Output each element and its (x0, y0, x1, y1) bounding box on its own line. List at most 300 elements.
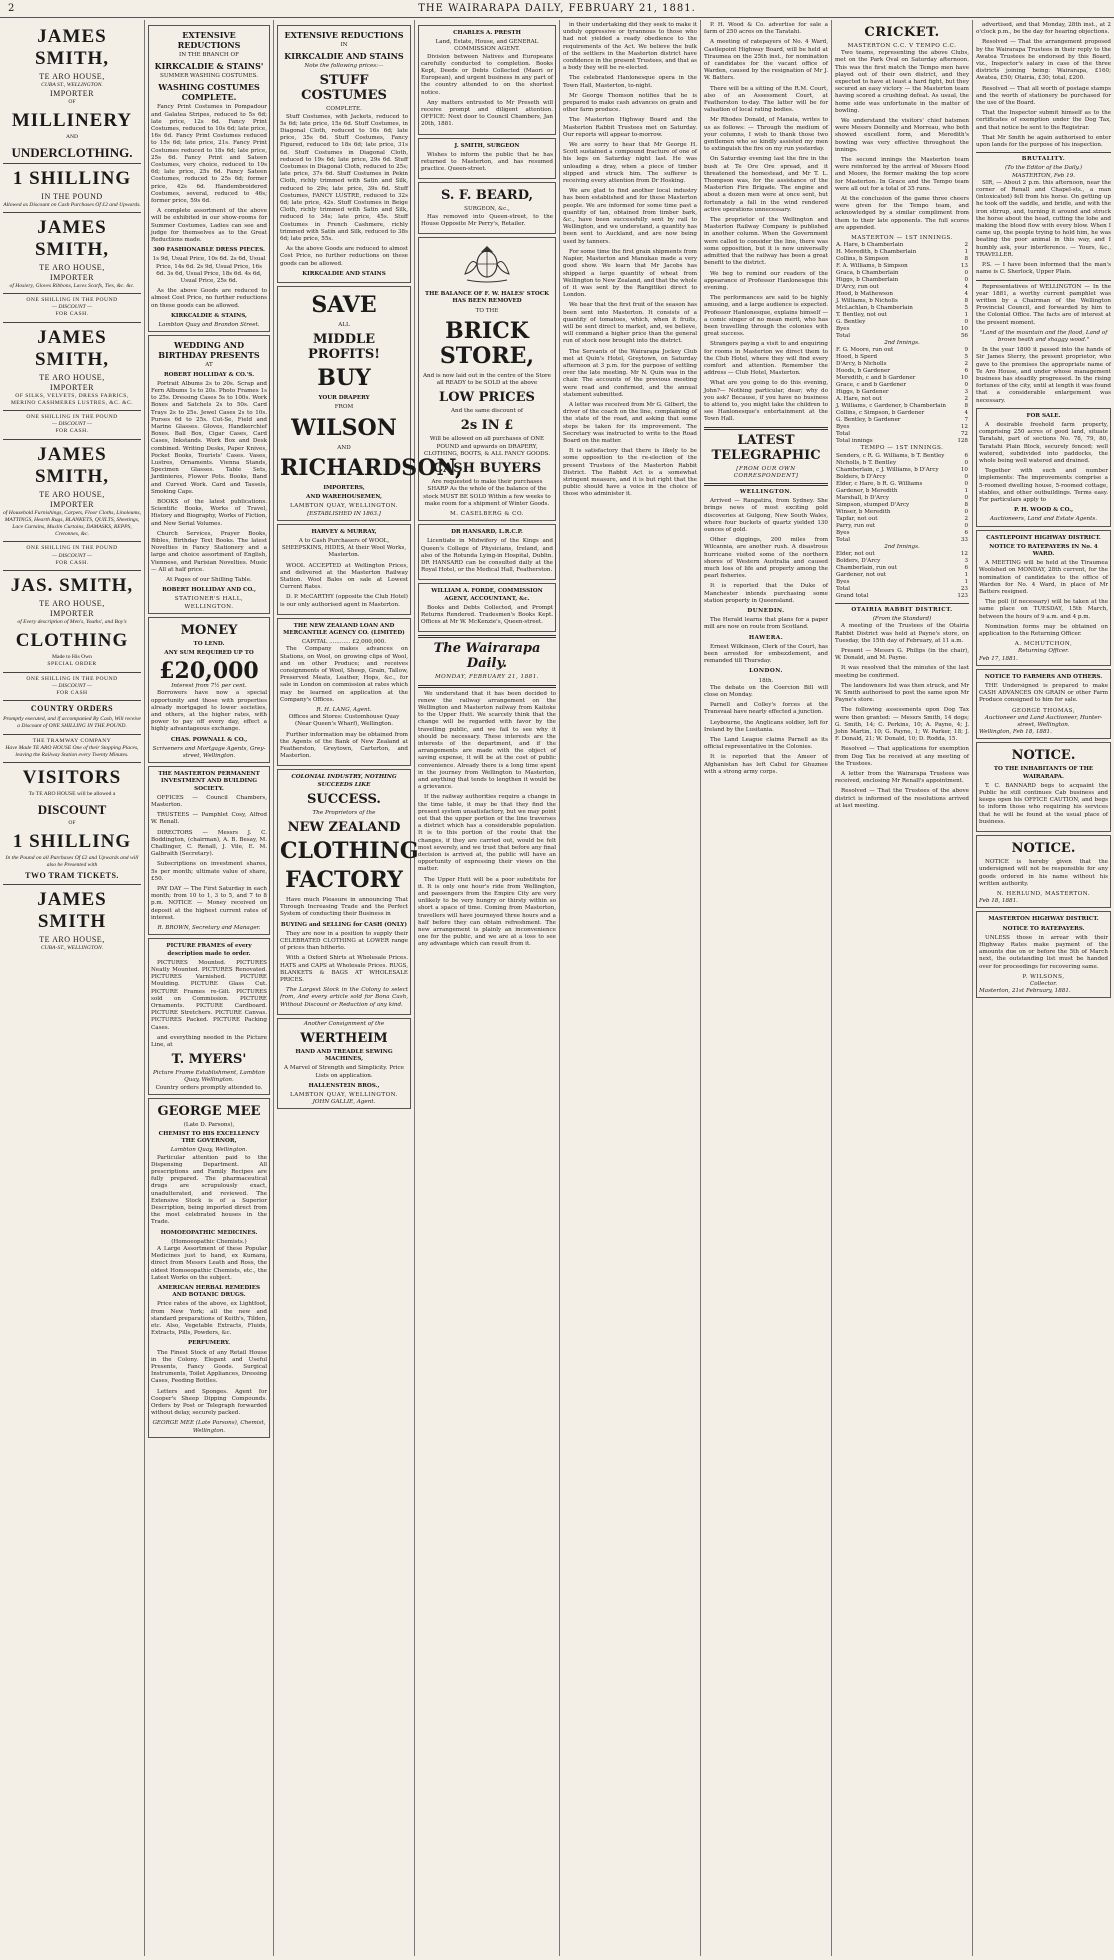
ad-millinery-heading: MILLINERY (11, 110, 133, 132)
ad-body: 1s 9d, Usual Price, 10s 6d. 2s 6d, Usual Price, 14s 6d. 2s 9d, Usual Price, 16s 6d. 3s 6d, Usual Price, 18s 6d. 4s 6d, Usual Price, 25s 6d. (152, 256, 266, 285)
ad-sub: TO THE (475, 307, 499, 314)
news-paragraph: The landowners list was then struck, and Mr W. Smith authorised to post the same upon Mr Payne's store. (835, 682, 969, 704)
paper-title: The Wairarapa Daily. (433, 641, 541, 672)
ad-sub: SUMMER WASHING COSTUMES. (159, 73, 258, 80)
score-player: Higgs, b Chamberlain (836, 277, 899, 284)
news-paragraph: A meeting of ratepayers of No. 4 Ward, Castlepoint Highway Board, will be held at Tiraumea on the 25th inst., for nomination of candidates for the vacant office of Warden, caused by the resignation of Mr J. W. Batters. (704, 39, 828, 82)
ad-brick-store (418, 237, 556, 521)
score-runs: 0 (964, 494, 968, 501)
ad-body: A desirable freehold farm property, comprising 250 acres of good land, situate Taratahi, part of sections No. 78, 79, 80, Taratahi Plain Block, securely fenced; well watered, subdivided into paddocks, the whole being well watered and drained. (979, 421, 1108, 464)
ad-heading: CASTLEPOINT HIGHWAY DISTRICT. (986, 534, 1101, 541)
ad-body: Together with such and number implements: The improvements comprise a 5-roomed dwelling house, 5-roomed cottage, stables, and other outbuildings. Terms easy. For particulars apply to (979, 468, 1108, 503)
ad-body: Further information may be obtained from the Agents of the Bank of New Zealand at Featherston, Greytown, Carterton, and Masterton. (280, 731, 408, 760)
score-runs: 10 (960, 466, 968, 473)
news-paragraph: Mr George Thomson notifies that he is prepared to make cash advances on grain and other farm produce. (563, 92, 697, 114)
ad-body: UNLESS those in arrear with their Highway Rates make payment of the amounts due on or before the 5th of March next, the outstanding list must be handed over for proceedings for recovering same. (979, 934, 1108, 970)
news-paragraph: Present — Messrs G. Philips (in the chair), W. Donald, and M. Payne. (835, 647, 969, 662)
score-runs: 72 (960, 431, 968, 438)
score-player: F. G. Moore, run out (836, 347, 894, 354)
ad-sub: Land, Estate, House, and GENERAL COMMISSION AGENT. (435, 39, 539, 53)
ad-pound: In the Pound on all Purchases Of £2 and Upwards and will also be Presented with (5, 854, 139, 868)
score-runs: 8 (964, 403, 968, 410)
news-paragraph: Resolved — That all worth of postage stamps and the worth of stationery be purchased for the use of the Board. (976, 85, 1111, 107)
ad-date: Masterton, 21st February, 1881. (979, 988, 1071, 995)
score-player: Bolders, b D'Arcy (836, 473, 886, 480)
ad-sub: AND WAREHOUSEMEN, (306, 494, 382, 501)
score-player: Byes (836, 578, 850, 585)
news-paragraph: P. H. Wood & Co. advertise for sale a farm of 250 acres on the Taratahi. (704, 22, 828, 36)
news-paragraph: The Servants of the Wairarapa Jockey Club met at Quin's Hotel, Greytown, on Saturday afternoon at 3 p.m. for the purpose of settling over the late meeting. Mr N. Quin was in the chair. The accounts of the previous meeting were read and confirmed, and the annual statement submitted. (563, 348, 697, 398)
news-paragraph: Two teams, representing the above Clubs, met on the Park Oval on Saturday afternoon. This was the first match the Tempo men have played out of their own district, and they expected to have at least a hard fight, but they secured an easy victory — the Masterton team having scored a crushing defeat. As usual, the home side was unfortunate in the matter of bowling. (835, 50, 969, 114)
score-runs: 0 (964, 473, 968, 480)
ad-heading: NOTICE TO FARMERS AND OTHERS. (984, 673, 1103, 680)
ad-tickets: TWO TRAM TICKETS. (25, 871, 119, 881)
score-player: Total (836, 431, 851, 438)
column-2 (145, 20, 274, 1956)
score-runs: 12 (960, 424, 968, 431)
ad-body: Borrowers have now a special opportunity and those with properties already mortgaged to lower societies, and others, at the higher rates, with power to pay off every day, effect a highly advantageous exchange. (151, 690, 267, 733)
ad-heading: SAVE (311, 292, 377, 319)
score-row (835, 431, 969, 438)
score-heading: 2nd Innings. (884, 340, 920, 347)
ad-signature: CHAS. POWNALL & CO., (170, 736, 248, 743)
score-row (835, 277, 969, 284)
score-runs: 0 (964, 508, 968, 515)
score-player: Marshall, b D'Arcy (836, 494, 890, 501)
score-runs: 0 (964, 522, 968, 529)
ad-importer: IMPORTER (50, 499, 94, 509)
section-heading: CRICKET. (864, 25, 940, 40)
ad-signature: KIRKCALDIE & STAINS, (171, 312, 247, 319)
ad-shilling: ONE SHILLING IN THE POUND (26, 545, 118, 552)
ad-heading: 2s IN £ (460, 418, 514, 434)
score-label: Total innings (836, 438, 873, 445)
news-paragraph: A letter was received from Mr G. Gilbert, the driver of the coach on the line, complaining of the state of the road, and asking that some steps be taken for its improvement. The Secretary was instructed to write to the Road Board on the matter. (563, 401, 697, 444)
score-row (835, 347, 969, 354)
ad-discount: — DISCOUNT — (52, 304, 92, 311)
ad-stuff-costumes (277, 25, 411, 283)
score-runs: 0 (964, 270, 968, 277)
ad-money-to-lend (148, 617, 270, 763)
ad-notice-herlund (976, 835, 1111, 908)
telegram-paragraph: It is reported that the Duke of Manchester intends purchasing some station property in Queensland. (704, 583, 828, 604)
score-player: D'Arcy, b Nicholls (836, 361, 887, 368)
score-runs: 6 (964, 452, 968, 459)
ad-heading: MONEY (180, 622, 238, 638)
ad-name: JAMES SMITH, (34, 216, 110, 260)
score-runs: 23 (960, 585, 968, 592)
score-runs: 9 (964, 347, 968, 354)
ad-importer: IMPORTER (50, 609, 94, 619)
ad-clothing (3, 575, 141, 669)
ad-signature-address: Lambton Quay and Brandon Street. (158, 322, 260, 329)
score-runs: 1 (964, 571, 968, 578)
score-player: G. Bentley, b Gardener (836, 417, 901, 424)
score-player: Hoods, b Gardener (836, 368, 890, 375)
score-row (835, 298, 969, 305)
score-runs: 4 (964, 291, 968, 298)
ad-amount: £20,000 (159, 658, 259, 685)
ad-body: A complete assortment of the above will be exhibited in our show-rooms for Summer Costumes, Ladies can see and judge for themselves as to the Great Reductions made. (151, 208, 267, 244)
ad-signature: M. CASELBERG & CO. (450, 510, 524, 517)
ad-discount-3 (3, 414, 141, 436)
score-row (835, 354, 969, 361)
ad-shilling: ONE SHILLING IN THE POUND (26, 675, 118, 682)
score-row (835, 453, 969, 460)
ad-body: BOOKS of the latest publications. Scientific Books, Works of Travel, History and Biography, Works of Fiction, and New Serial Volumes. (151, 498, 267, 527)
score-runs: 56 (960, 333, 968, 340)
ad-signature: KIRKCALDIE AND STAINS (302, 270, 386, 277)
ad-heading: NOTICE. (1011, 748, 1076, 764)
score-player: H. Meredith, b Chamberlain (836, 249, 917, 256)
score-player: Meredith, c and b Gardener (836, 375, 916, 382)
score-runs: 8 (964, 256, 968, 263)
ad-heading: CLOTHING (280, 838, 419, 864)
score-runs: 0 (964, 459, 968, 466)
score-runs: 0 (964, 382, 968, 389)
ad-heading: WERTHEIM (300, 1031, 388, 1047)
dateline: DUNEDIN. (747, 608, 785, 615)
ad-body: A Large Assortment of these Popular Medicines just to hand, ex Kumara, direct from Messrs Leath and Ross, the oldest Homoeopathic Chemists, etc., the Latest Works on the subject. (151, 1246, 267, 1281)
ad-body: PAY DAY — The First Saturday in each month; from 10 to 1, 3 to 5, and 7 to 8 p.m. NOTICE — Money received on deposit at the highest current rates of interest. (151, 886, 267, 921)
ad-body: The Finest Stock of any Retail House in the Colony. Elegant and Useful Presents, Fancy Goods. Surgical Instruments, Toilet Appliances, Dressing Cases, Feeding Bottles. (151, 1349, 267, 1385)
editorial-paragraph: We understand that it has been decided to renew the railway arrangement on the Wellington and Masterton railway from Kaitoke to the Upper Hutt. We scarcely think that the change will be regarded with favor by the travelling public, and we fail to see why it should be necessary. These interests are the interests of the department, and if the arrangements are made with the object of saving expense, it will be at the cost of public convenience. Already there is a long time spent in the journey from Wellington to Masterton, and anything that tends to lengthen it would be a grievance. (418, 690, 556, 791)
ad-tramway-heading: THE TRAMWAY COMPANY (32, 737, 112, 744)
score-row (835, 488, 969, 495)
score-runs: 0 (964, 480, 968, 487)
score-player: T. Bentley, not out (836, 312, 888, 319)
ad-heading: EXTENSIVE REDUCTIONS (177, 30, 241, 50)
news-paragraph: in their undertaking did they seek to make it unduly oppressive or tyrannous to those who had not yielded a ready obedience to the requirements of the Act. We believe the bulk of the settlers in the Masterton district have confidence in the present Trustees, and that as a body they will be re-elected. (563, 22, 697, 72)
score-table (835, 551, 969, 593)
ad-notice-bannard (976, 742, 1111, 832)
ad-of: OF (68, 819, 76, 826)
ad-body: A MEETING will be held at the Tiraumea Woolshed on MONDAY, 28th current, for the nomination of candidates to the office of Warden for No. 4 Ward, in place of Mr Batters resigned. (979, 560, 1108, 596)
ad-sub: AND (337, 444, 351, 451)
ad-millinery (3, 26, 141, 160)
ad-sub: ANY SUM REQUIRED UP TO (164, 650, 254, 656)
ad-signature: R. H. LANG, Agent. (316, 706, 372, 713)
ad-notice-farmers (976, 669, 1111, 740)
score-player: Elder, not out (836, 550, 875, 557)
ad-signature-sub: Auctioneer and Land Auctioneer, Hunter-street, Wellington. (984, 714, 1103, 729)
ad-shilling: 1 SHILLING (12, 830, 132, 852)
score-row (835, 509, 969, 516)
news-paragraph: We understand the visitors' chief batsmen were Messrs Donnelly and Morreau, who both showed excellent form, and Meredith's bowling was very effective throughout the innings. (835, 118, 969, 153)
ad-signature-agent: JOHN GALLIE, Agent. (312, 1099, 376, 1106)
score-row (835, 502, 969, 509)
news-paragraph: At the conclusion of the game three cheers were given for the Tempo team, and acknowledged by a similar compliment from them to their late opponents. The full scores are appended. (835, 196, 969, 231)
letter-paragraph: P.S. — I have been informed that the man's name is C. Sherlock, Upper Plain. (976, 262, 1111, 276)
score-row (835, 523, 969, 530)
ad-sub: YOUR DRAPERY (318, 395, 370, 402)
ad-castlepoint (976, 530, 1111, 666)
ad-heading: NOTICE TO RATEPAYERS. (1002, 925, 1085, 932)
ad-street: CUBA ST., WELLINGTON. (41, 82, 103, 88)
news-paragraph: The Masterton Highway Board and the Masterton Rabbit Trustees met on Saturday. Our reports will appear to-morrow. (563, 117, 697, 138)
news-paragraph: In the year 1800 it passed into the hands of Sir James Sterry, the present proprietor, who gave to the premises the appropriate name of Te Aro House, and under whose management business has steadily progressed. In the rising fortunes of the city, until at length it was found that a considerable enlargement was necessary. (976, 347, 1111, 404)
dateline: LONDON. (749, 668, 783, 675)
ad-date: Feb 17, 1881. (979, 655, 1018, 662)
score-heading: TEMPO — 1ST INNINGS. (860, 445, 944, 452)
dateline: WELLINGTON. (739, 488, 793, 495)
ad-body: Have much Pleasure in announcing That Through Increasing Trade and the Perfect System of conducting their Business in (280, 897, 408, 918)
ad-address: TE ARO HOUSE, (39, 489, 105, 499)
ad-body: Wishes to inform the public that he has returned to Masterton, and has resumed practice. Queen-street. (421, 151, 553, 173)
ad-body: TRUSTEES — Pamphlet Cosy, Alfred W. Renall. (151, 812, 267, 826)
ad-washing-costumes (148, 25, 270, 332)
ad-body: Licentiate in Midwifery of the Kings and Queen's College of Physicians, Ireland, and also of the Rotunda Lying-in Hospital, Dublin. DR HANSARD can be consulted daily at the Royal Hotel, or the Medical Hall, Featherston. (421, 538, 553, 574)
ad-surgeon-beard (418, 182, 556, 234)
score-runs: 3 (964, 557, 968, 564)
telegram-paragraph: Parnell and Colley's forces at the Transvaal have nearly effected a junction. (704, 702, 828, 716)
ad-body: At Pages of our Shilling Table. (166, 576, 252, 583)
score-row (835, 481, 969, 488)
ad-heading: BUY (317, 365, 371, 392)
ad-body: Particular attention paid to the Dispensing Department. All prescriptions and Family Recipes are fully prepared. The pharmaceutical drugs are scrupulously exact, unadulterated, and reviewed. The Extensive Stock is of a Superior Description, being imported direct from the most celebrated houses in the Trade. (151, 1154, 267, 1226)
ad-heading: 300 FASHIONABLE DRESS PIECES. (152, 247, 265, 254)
ad-body: T. C. BANNARD begs to acquaint the Public he still continues Cab business and keeps open his OFFICE CAUTION, and begs to inform those who requiring his services that he will be found at the usual place of business. (979, 782, 1108, 825)
news-paragraph: Resolved — That the Trustees of the above district is informed of the resolutions arrived at last meeting. (835, 788, 969, 809)
ad-sub: IN (340, 42, 348, 48)
news-paragraph: We are sorry to hear that Mr George H. Scott sustained a compound fracture of one of his legs on Saturday night last. He was unloading a dray, when a piece of timber slipped and struck him. The sufferer is receiving every attention from Dr Hosking. (563, 142, 697, 185)
ad-discount: — DISCOUNT — (52, 552, 92, 559)
ad-sub: Lambton Quay, Wellington. (170, 1147, 248, 1154)
telegram-paragraph: Other diggings, 200 miles from Wilcannia, are another rush. A disastrous hurricane visited some of the northern shores of Western Australia and caused much loss of life and property among the pearl fisheries. (704, 537, 828, 580)
score-player: Total (836, 585, 851, 592)
masthead (0, 0, 1114, 18)
royal-arms-icon (421, 244, 553, 287)
score-player: Graca, b Chamberlain (836, 270, 899, 277)
score-value: 128 (957, 438, 968, 445)
ad-visitors-heading: VISITORS (22, 767, 122, 789)
score-player: Elder, c Hare, b R. G. Williams (836, 480, 923, 487)
ad-heading: COLONIAL INDUSTRY, NOTHING SUCCEEDS LIKE (291, 774, 397, 788)
score-runs: 6 (964, 564, 968, 571)
ad-sub: IMPORTERS, (323, 484, 365, 491)
ad-shilling: 1 SHILLING (12, 167, 132, 189)
score-player: Simpson, stumped D'Arcy (836, 501, 910, 508)
score-row (835, 460, 969, 467)
ad-heading: CHARLES A. PRESTH (453, 30, 521, 36)
score-player: J. Williams, c Gardener, b Chamberlain (836, 403, 947, 410)
editorial-date: MONDAY, FEBRUARY 21, 1881. (434, 674, 540, 681)
telegram-paragraph: The debate on the Coercion Bill will close on Monday. (704, 684, 828, 699)
score-runs: 2 (964, 242, 968, 249)
ad-sub: Note the following prices:— (304, 63, 384, 70)
news-paragraph: Resolved — That applications for exemption from Dog Tax be received at any meeting of the Trustees. (835, 746, 969, 767)
ad-visitors-text: To TE ARO HOUSE will be allowed a (28, 791, 116, 798)
ad-heading: PERFUMERY. (187, 1340, 231, 1347)
ad-heading: BUYING and SELLING for CASH (ONLY) (280, 921, 408, 928)
score-runs: 8 (964, 298, 968, 305)
ad-sub: IN THE BRANCH OF (178, 52, 239, 58)
ad-address: TE ARO HOUSE, (39, 599, 105, 609)
ad-heading: WILLIAM A. FORDE, COMMISSION AGENT, ACCOUNTANT, &c. (431, 588, 543, 602)
editorial-paragraph: If the railway authorities require a change in the time table, it may be that they find the present system unsatisfactory, but we may point out that the upper portion of the line traverses a district which has a considerable population. It is to this portion of the route that the changes, if they are carried out, would be felt most severely, and we trust that before any final decision is arrived at, the public will have an opportunity of expressing their views on the matter. (418, 794, 556, 873)
section-subheading: (From the Standard) (872, 616, 932, 623)
section-heading: OTAIRIA RABBIT DISTRICT. (851, 606, 953, 613)
ad-body: Offices and Stores: Customhouse Quay (Near Queen's Wharf), Wellington. (288, 714, 400, 728)
score-runs: 13 (960, 263, 968, 270)
ad-signature: N. HERLUND, MASTERTON. (996, 890, 1091, 897)
news-paragraph: A meeting of the Trustees of the Otairia Rabbit District was held at Payne's store, on Tuesday, the 15th day of February, at 11 a.m. (835, 623, 969, 644)
ad-sewing-machines (277, 1018, 411, 1110)
ad-items: OF SILKS, VELVETS, DRESS FABRICS, MERINO CASHMERES LUSTRES, &C. &C. (10, 392, 134, 406)
score-row (835, 586, 969, 593)
masthead-title: THE WAIRARAPA DAILY, FEBRUARY 21, 1881. (418, 3, 696, 14)
score-row (835, 375, 969, 382)
score-row (835, 389, 969, 396)
score-runs: 5 (964, 305, 968, 312)
ad-discount-5 (3, 676, 141, 731)
telegram-paragraph: The Herald learns that plans for a paper mill are now on route from Scotland. (704, 617, 828, 631)
news-paragraph: We hear that the first fruit of the season has been sent into Masterton. It consists of a quantity of tomatoes, which, when it fruits, will be sent direct to market, and, we believe, will command a higher price than the general run of stock now brought into the district. (563, 302, 697, 345)
ad-heading: THE MASTERTON PERMANENT INVESTMENT AND BUILDING SOCIETY. (158, 771, 260, 792)
ad-body: With a Oxford Shirts at Wholesale Prices. HATS and CAPS at Wholesale Prices. RUGS, BLANKETS & BAGS AT WHOLESALE PRICES. (280, 955, 408, 984)
score-row (835, 417, 969, 424)
score-player: A. Hare, not out (836, 396, 882, 403)
ad-body: The Largest Stock in the Colony to select from, And every article sold for Bona Cash, Without Discount or Reduction of any kind. (280, 987, 408, 1008)
dateline-date: 18th. (758, 677, 774, 684)
ad-body: PICTURES Mounted. PICTURES Neatly Mounted. PICTURES Renovated. PICTURES Varnished. PICTURE Moulding. PICTURE Glass Cut. PICTURE Frames re-Gilt. PICTURES sold on Commission. PICTURE Ornaments. PICTURE Cardboard. PICTURE Stretchers. PICTURE Canvas. PICTURES Packed. PICTURE Packing Cases. (151, 959, 267, 1031)
score-row (835, 382, 969, 389)
news-paragraph: The following assessments upon Dog Tax were then granted: — Messrs Smith, 14 dogs; G. Smith, 14; C. Perkins, 10; A. Payne, 4; J. John Martin, 10; G. Payne, 1; W. Parker, 18; J. F. Donald, 21; W. Donald, 10; D. Rodda, 15. (835, 707, 969, 743)
ad-name: JAMES SMITH, (34, 26, 110, 69)
news-paragraph: That the Inspector submit himself as to the certificates of exemption under the Dog Tax, and that notice be sent to the Registrar. (976, 110, 1111, 131)
ad-items: of Household Furnishings, Carpets, Floor Cloths, Linoleums, MATTINGS, Hearth Rugs, BLANKETS, QUILTS, Sheetings, Lace Curtains, Muslin Curtains, DAMASKS, REPPS, Cretonnes, &c. (3, 509, 141, 538)
ad-sub: LAMBTON QUAY, WELLINGTON. (289, 503, 398, 510)
ad-name: JAMES SMITH, (34, 326, 110, 370)
ad-picture-frames (148, 938, 270, 1094)
score-runs: 0 (964, 277, 968, 284)
news-paragraph: It was resolved that the minutes of the last meeting be confirmed. (835, 665, 969, 679)
score-player: Hood, b Sperd (836, 354, 878, 361)
ad-hosiery (3, 217, 141, 290)
score-row (835, 305, 969, 312)
news-paragraph: The proprietor of the Wellington and Masterton Railway Company is published in another column. When the Government were called to consider the line, there was some opposition, but it is now universally admitted that the railway has been a great benefit to the district. (704, 217, 828, 267)
score-player: Higgs, b Gardener (836, 389, 889, 396)
ad-tramway-text: Have Made TE ARO HOUSE One of their Stopping Places, leaving the Railway Station every Twenty Minutes. (5, 744, 139, 759)
news-paragraph: We are glad to find another local industry has been established and for these Masterton people. We are informed for some time past a quantity of tan, obtained from timber bark, &c., have been successfully sent by rail to Wellington, and we understand, a quantity has been sent to Auckland, and are now being used by tanners. (563, 188, 697, 245)
score-row (835, 572, 969, 579)
ad-heading: RICHARDSON, (280, 454, 463, 481)
news-paragraph: Strangers paying a visit to and enquiring for rooms in Masterton we direct them to the Club Hotel, where they will find every comfort and attention. Remember the address — Club Hotel, Masterton. (704, 341, 828, 377)
ad-signature-sub: Returning Officer. (1017, 648, 1070, 655)
score-row (835, 537, 969, 544)
telegram-paragraph: Arrived — Rangatira, from Sydney. She brings news of most exciting gold discoveries at Gulgong, New South Wales, where four buckets of quartz yielded 130 ounces of gold. (704, 498, 828, 533)
score-runs: 5 (964, 354, 968, 361)
ad-shilling-discount (3, 168, 141, 209)
score-table (835, 453, 969, 544)
score-row (835, 530, 969, 537)
ad-cash: FOR CASH. (55, 428, 89, 435)
section-heading: BRUTALITY. (1021, 156, 1066, 163)
ad-heading: CASH BUYERS (432, 461, 542, 477)
ad-signature: T. MYERS' (171, 1052, 247, 1068)
section-subheading: MASTERTON, Feb 19. (1011, 172, 1076, 179)
ad-tramway (3, 738, 141, 760)
ad-surgeon-smith (418, 138, 556, 180)
ad-heading: DR HANSARD, L.R.C.P. (451, 529, 523, 536)
score-player: F. A. Williams, b Simpson (836, 263, 908, 270)
score-runs: 2 (964, 396, 968, 403)
ad-body: D. P. McCARTHY (opposite the Club Hotel) is our only authorised agent in Masterton. (280, 594, 408, 608)
ad-body: WOOL ACCEPTED at Wellington Prices, and delivered at the Masterton Railway Station. Wool Bales on sale at Lowest Current Rates. (280, 562, 408, 591)
letter-paragraph: SIR, — About 2 p.m. this afternoon, near the corner of Renall and Chapel-sts., a man (intoxicated) fell from his horse. On getting up he took off the saddle, and bridle, and with the iron stirrup, and, turning it around and struck the horse about the head, cutting the lobe and making the blood flow with every blow. When I came up, the people trying to hold him, he was beating the poor animal in this way, and I humbly ask, your interference. — Yours, &c., TRAVELLER. (976, 179, 1111, 258)
ad-body: Nomination forms may be obtained on application to the Returning Officer. (979, 623, 1108, 638)
ad-and: AND (65, 134, 79, 141)
score-player: Total (836, 333, 851, 340)
ad-sub: COMPLETE. (326, 106, 362, 113)
telegram-paragraph: It is reported that the Ameer of Afghanistan has left Cabul for Ghuznee with a strong army corps. (704, 754, 828, 775)
ad-heading: LOW PRICES (439, 390, 535, 406)
score-row (835, 396, 969, 403)
news-paragraph: Representatives of WELLINGTON — In the year 1881, a worthy current pamphlet was written by a Chairman of the Wellington Provincial Council, and forwarded by him to the Colonial Office. The facts are of interest at the present moment. (976, 283, 1111, 326)
score-player: McLachlan, b Chamberlain (836, 305, 913, 312)
ad-heading: NOTICE. (1011, 841, 1076, 857)
ad-address: TE ARO HOUSE, (39, 72, 105, 81)
ad-sub: (Late D. Parsons), (183, 1121, 235, 1128)
score-runs: 8 (964, 501, 968, 508)
ad-sub: CHEMIST TO HIS EXCELLENCY THE GOVERNOR, (158, 1130, 260, 1145)
score-row (835, 249, 969, 256)
ad-cash: FOR CASH. (55, 311, 89, 318)
ad-signature: ROBERT HOLLIDAY AND CO., (162, 587, 256, 594)
score-runs: 10 (960, 326, 968, 333)
score-player: Collins, c Simpson, b Gardener (836, 410, 925, 417)
score-row (835, 263, 969, 270)
ad-highway-district (976, 911, 1111, 998)
ad-heading: WASHING COSTUMES COMPLETE. (158, 82, 260, 103)
ad-chemist (148, 1098, 270, 1438)
column-8 (973, 20, 1114, 1956)
score-row (835, 284, 969, 291)
ad-heading: PICTURE FRAMES of every description made to order. (166, 943, 252, 957)
ad-heading: HAND AND TREADLE SEWING MACHINES, (295, 1049, 393, 1063)
score-row (835, 333, 969, 340)
score-table (835, 347, 969, 438)
ad-body: Letters and Sponges. Agent for Cooper's Sheep Dipping Compounds. Orders by Post or Telegraph forwarded without delay, securely packed. (151, 1388, 267, 1417)
editorial-paragraph: The Upper Hutt will be a poor substitute for it. It is only one hour's ride from Wellington, and passengers from the Empire City are very unlikely to be very hungry or thirsty within so short a space of time. Coming from Masterton, travellers will have journeyed three hours and a half before they can obtain refreshment. The new arrangement is plainly an inconvenience one for the public, and we are at a loss to see any advantage which can result from it. (418, 876, 556, 948)
ad-signature: R. BROWN, Secretary and Manager. (157, 925, 261, 932)
score-player: Hood, b Mathewson (836, 291, 893, 298)
score-row (835, 424, 969, 431)
ad-signature: P. H. WOOD & CO., (1013, 507, 1074, 514)
score-table (835, 242, 969, 340)
ad-country-orders: COUNTRY ORDERS (30, 704, 114, 714)
ad-body: Price rates of the above, ex Lightfoot, from New York; all the new and standard preparations of Keith's, Tilden, etc. Also, Vegetable Extracts, Fluids, Extracts, Pills, Powders, &c. (151, 1301, 267, 1337)
ad-closing (3, 889, 141, 952)
ad-pound: IN THE POUND (41, 191, 103, 201)
ad-of: OF (68, 99, 76, 106)
ad-underclothing: UNDERCLOTHING. (11, 144, 133, 160)
ad-signature-address: Picture Frame Establishment, Lambton Quay, Wellington. (153, 1070, 265, 1084)
ad-heading: MIDDLE PROFITS! (308, 332, 380, 363)
ad-sub: SURGEON, &c., (464, 206, 510, 213)
news-paragraph: There will be a sitting of the R.M. Court, also of an Assessment Court, at Featherston to-day. The latter will be for valuation of local rating bodies. (704, 85, 828, 114)
ad-established: [ESTABLISHED IN 1863.] (307, 510, 381, 517)
ad-body: CAPITAL ............ £2,000,000. (301, 639, 387, 646)
ad-signature: HALLENSTEIN BROS., (308, 1082, 380, 1089)
score-player: Winser, b Meredith (836, 508, 891, 515)
ad-signature-sub: Collector. (1029, 980, 1058, 987)
ad-discount-heading: DISCOUNT (37, 801, 107, 817)
ad-heading: NOTICE TO RATEPAYERS IN No. 4 WARD. (989, 543, 1098, 557)
ad-body: And the same discount of (451, 408, 523, 415)
dateline: HAWERA. (748, 634, 784, 641)
score-row (835, 256, 969, 263)
